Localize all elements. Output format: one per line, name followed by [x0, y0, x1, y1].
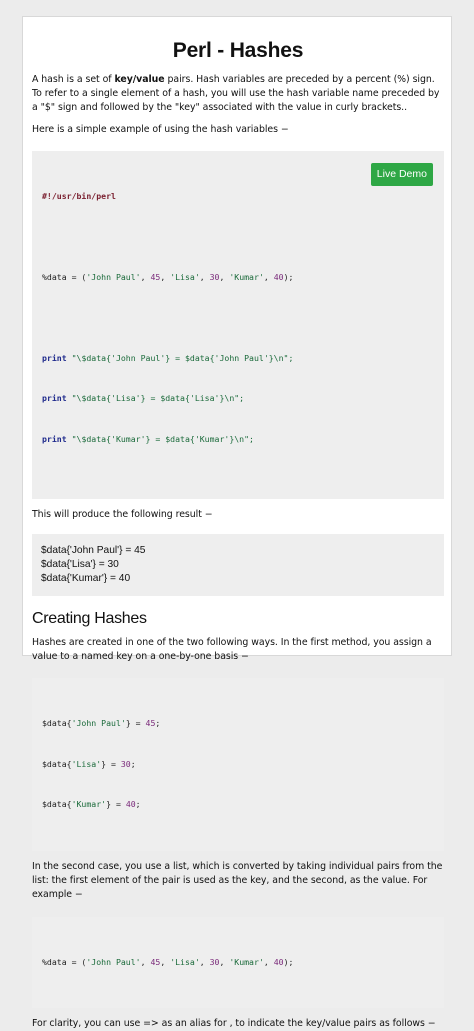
- code-print-line: print "\$data{'Kumar'} = $data{'Kumar'}\n";: [42, 433, 254, 444]
- intro-text-1: A hash is a set of: [32, 74, 115, 85]
- code-block-example: [32, 151, 444, 499]
- section2-paragraph-2: In the second case, you use a list, which is converted by taking individual pairs from the list: the first element of the pair is used as the key, and the second, as the value. For example −: [32, 860, 443, 901]
- page-title: Perl - Hashes: [172, 39, 304, 62]
- live-demo-button[interactable]: Live Demo: [371, 163, 433, 187]
- result-intro: This will produce the following result −: [32, 508, 213, 520]
- code-block-one-by-one: [32, 678, 444, 851]
- document-page: [22, 16, 452, 1030]
- code-line: $data{'Lisa'} = 30;: [42, 758, 136, 769]
- code-assign-line: %data = ('John Paul', 45, 'Lisa', 30, 'Kumar', 40);: [42, 271, 294, 282]
- content: [32, 17, 444, 1031]
- result-line: $data{'Lisa'} = 30: [41, 559, 119, 571]
- result-block: [32, 534, 444, 596]
- code-line: $data{'Kumar'} = 40;: [42, 799, 141, 810]
- result-line: $data{'Kumar'} = 40: [41, 573, 131, 585]
- code-print-line: print "\$data{'Lisa'} = $data{'Lisa'}\n";: [42, 393, 245, 404]
- section2-paragraph-1: Hashes are created in one of the two following ways. In the first method, you assign a value to a named key on a one-by-one basis −: [32, 637, 432, 663]
- code-assign-line: %data = ('John Paul', 45, 'Lisa', 30, 'Kumar', 40);: [42, 956, 294, 967]
- section-heading-creating-hashes: Creating Hashes: [32, 610, 147, 628]
- code-print-line: print "\$data{'John Paul'} = $data{'John Paul'}\n";: [42, 352, 294, 363]
- intro-paragraph: [32, 73, 444, 116]
- section2-paragraph-3: For clarity, you can use => as an alias for , to indicate the key/value pairs as follows −: [32, 1018, 436, 1030]
- intro-bold: key/value: [114, 74, 165, 85]
- result-line: $data{'John Paul'} = 45: [41, 545, 146, 557]
- code-shebang: #!/usr/bin/perl: [42, 190, 116, 201]
- example-intro: Here is a simple example of using the hash variables −: [32, 123, 289, 135]
- code-line: $data{'John Paul'} = 45;: [42, 718, 161, 729]
- code-block-list: [32, 917, 444, 1009]
- intro-text-2: pairs. Hash variables are preceded by a percent (%) sign. To refer to a single element of a hash, you will use the hash variable name preceded by a "$" sign and followed by the "key" associated with the value in curly brackets..: [32, 74, 440, 114]
